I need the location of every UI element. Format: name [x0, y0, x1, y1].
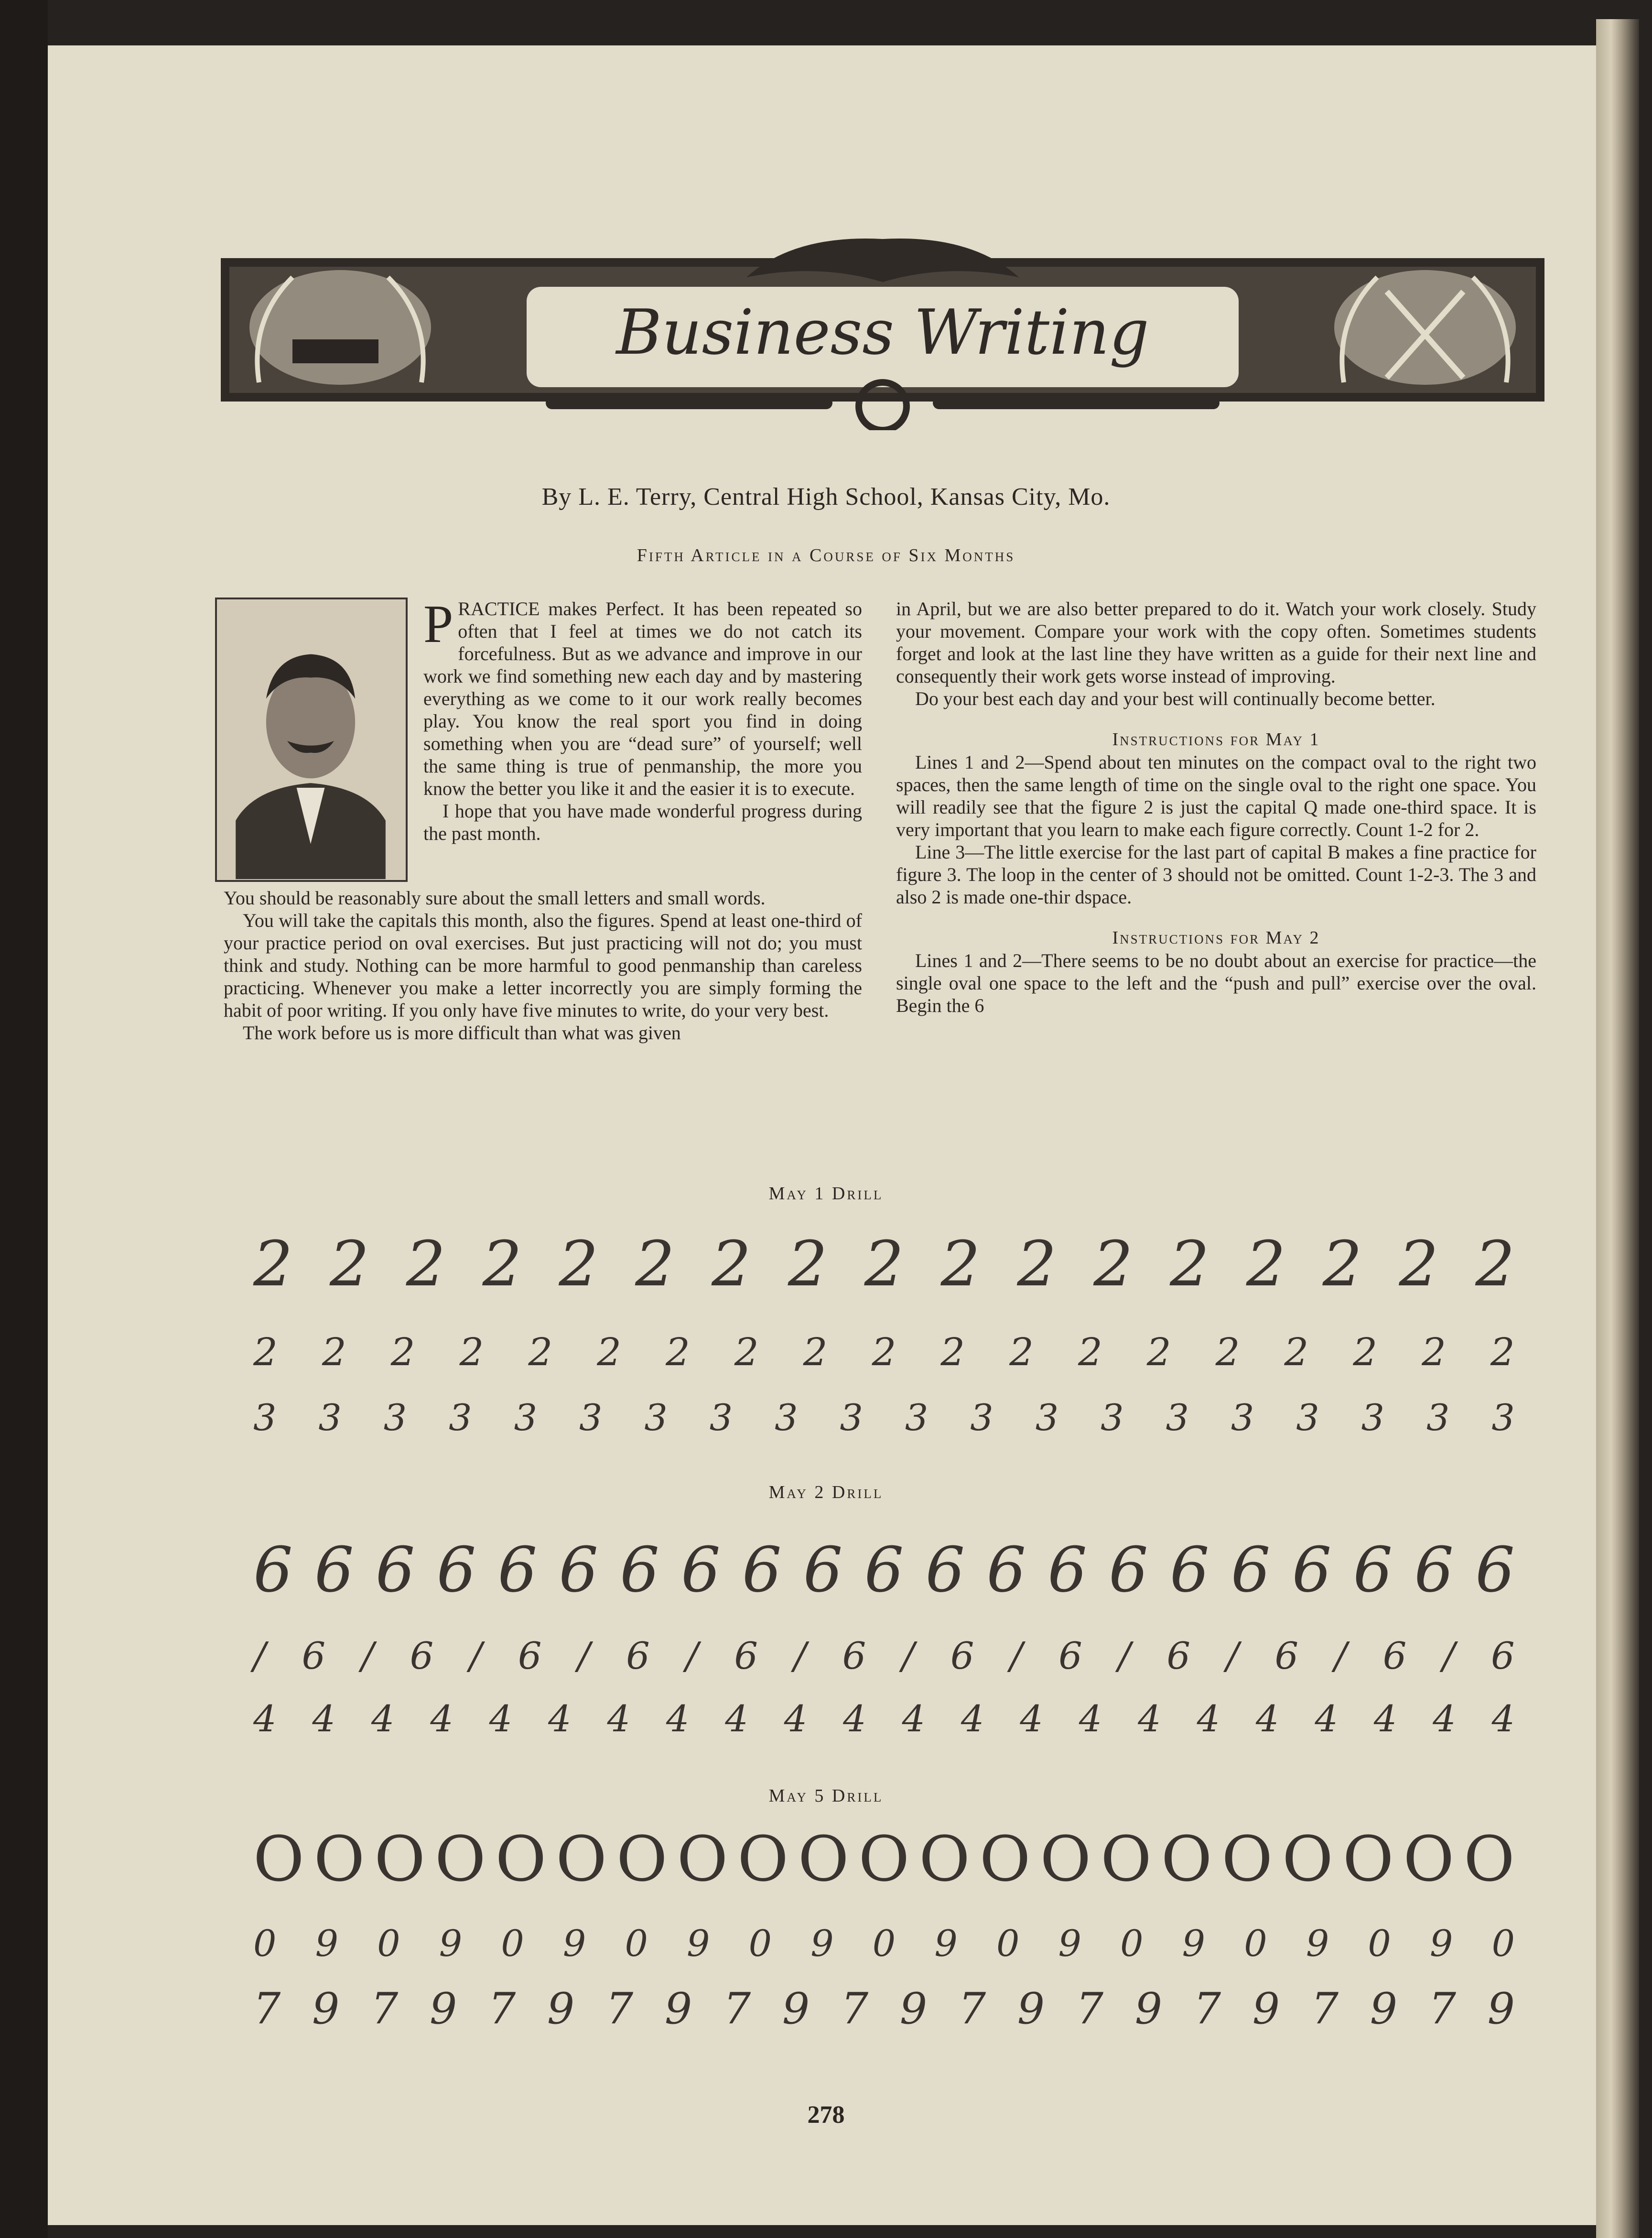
drill-figure: 2	[459, 1330, 484, 1374]
drill-figure: 6	[1047, 1533, 1087, 1606]
drill-row	[253, 1386, 1515, 1439]
drill-figure: 7	[958, 1984, 986, 2034]
drill-figure: 9	[1182, 1922, 1206, 1965]
drill-figure: /	[253, 1635, 266, 1678]
drill-figure: 3	[1166, 1396, 1189, 1439]
right-column	[896, 598, 1536, 1017]
drill-figure: 6	[1353, 1533, 1393, 1606]
drill-figure: 4	[666, 1697, 690, 1740]
drill-figure: 0	[625, 1922, 648, 1965]
drill-figure: 7	[253, 1984, 281, 2034]
drill-row	[253, 1525, 1515, 1606]
drill-title-may-1: May 1 Drill	[768, 1184, 884, 1204]
drill-figure: 9	[934, 1922, 958, 1965]
drill-figure: 6	[1231, 1533, 1271, 1606]
drill-figure: 6	[1109, 1533, 1148, 1606]
drill-figure: 2	[940, 1330, 965, 1374]
drill-figure: 2	[803, 1330, 828, 1374]
drill-figure: 6	[925, 1533, 965, 1606]
drill-figure: 2	[864, 1228, 904, 1300]
drill-figure: 0	[377, 1922, 400, 1965]
drill-figure: O	[858, 1823, 910, 1895]
drill-figure: 3	[775, 1396, 798, 1439]
drill-figure: 6	[1166, 1635, 1190, 1678]
drill-figure: O	[616, 1823, 668, 1895]
drill-figure: O	[1221, 1823, 1273, 1895]
drill-figure: 3	[514, 1396, 537, 1439]
drill-figure: 9	[810, 1922, 834, 1965]
drill-figure: 6	[1292, 1533, 1332, 1606]
drill-figure: 9	[664, 1984, 692, 2034]
drill-figure: 3	[1231, 1396, 1254, 1439]
drill-figure: 9	[1252, 1984, 1280, 2034]
intro-paragraph	[423, 595, 862, 800]
drill-figure: 3	[1491, 1396, 1515, 1439]
author-portrait-photo	[215, 598, 408, 882]
right-laurel-ornament	[1334, 270, 1516, 385]
drill-figure: 2	[711, 1228, 751, 1300]
drill-figure: 9	[687, 1922, 710, 1965]
drill-figure: 9	[312, 1984, 340, 2034]
drill-figure: 4	[1138, 1697, 1161, 1740]
drill-figure: 9	[315, 1922, 338, 1965]
series-line: Fifth Article in a Course of Six Months	[637, 545, 1015, 565]
drill-figure: /	[1442, 1635, 1455, 1678]
drill-figure: O	[737, 1823, 788, 1895]
drill-figure: 2	[1322, 1228, 1362, 1300]
instructions-may-1-lines-1-2: Lines 1 and 2—Spend about ten minutes on the compact oval to the right two spaces, then the same length of time on the single oval to the right one space. You will readily see that the figure 2 is just the capital Q made one-third space. It is very important that you learn to make each figure correctly. Count 1-2 for 2.	[896, 751, 1536, 840]
drill-figure: 3	[644, 1396, 668, 1439]
drill-figure: 3	[253, 1396, 277, 1439]
drill-figure: 0	[501, 1922, 524, 1965]
business-writing-banner	[221, 225, 1544, 430]
drill-figure: 9	[1017, 1984, 1045, 2034]
drill-figure: 9	[439, 1922, 463, 1965]
drill-figure: 2	[1422, 1330, 1446, 1374]
drill-figure: /	[361, 1635, 374, 1678]
drill-figure: 4	[548, 1697, 572, 1740]
drill-figure: 0	[996, 1922, 1020, 1965]
drill-figure: 3	[1361, 1396, 1384, 1439]
drill-figure: O	[313, 1823, 365, 1895]
drill-figure: /	[1226, 1635, 1239, 1678]
drill-figure: 6	[950, 1635, 974, 1678]
drill-figure: 0	[1368, 1922, 1391, 1965]
drill-figure: 2	[1284, 1330, 1309, 1374]
drill-figure: O	[1040, 1823, 1091, 1895]
paragraph-4-start: The work before us is more difficult than what was given	[243, 1022, 681, 1043]
drill-figure: 6	[864, 1533, 904, 1606]
paragraph-2-start: I hope that you have made wonderful progress during the past month.	[423, 800, 862, 844]
drill-figure: 6	[518, 1635, 542, 1678]
drill-figure: /	[469, 1635, 482, 1678]
drill-figure: 2	[1146, 1330, 1171, 1374]
drill-figure: 3	[709, 1396, 733, 1439]
instructions-may-2-heading: Instructions for May 2	[1112, 928, 1320, 948]
drill-figure: 0	[253, 1922, 277, 1965]
drill-figure: 6	[803, 1533, 843, 1606]
drill-figure: 6	[1274, 1635, 1299, 1678]
drill-figure: 0	[1120, 1922, 1144, 1965]
drill-figure: 2	[406, 1228, 446, 1300]
drill-figure: O	[1403, 1823, 1455, 1895]
drill-figure: 0	[872, 1922, 896, 1965]
drill-figure: 6	[375, 1533, 415, 1606]
drill-figure: 2	[597, 1330, 622, 1374]
drill-figure: 2	[1353, 1330, 1378, 1374]
drill-figure: O	[495, 1823, 547, 1895]
drill-figure: 3	[1426, 1396, 1450, 1439]
drill-title-may-5: May 5 Drill	[768, 1786, 884, 1806]
drill-figure: O	[1464, 1823, 1515, 1895]
drill-figure: 0	[1491, 1922, 1515, 1965]
instructions-may-1-line-3: Line 3—The little exercise for the last part of capital B makes a fine practice for figure 3. The loop in the center of 3 should not be omitted. Count 1-2-3. The 3 and also 2 is made one-thir dspace.	[896, 841, 1536, 908]
drill-figure: 4	[843, 1697, 866, 1740]
instructions-may-2-lines-1-2: Lines 1 and 2—There seems to be no doubt about an exercise for practice—the single oval one space to the left and the “push and pull” exercise over the oval. Begin the 6	[896, 950, 1536, 1016]
drill-figure: 2	[635, 1228, 675, 1300]
drill-figure: 3	[905, 1396, 929, 1439]
drill-figure: 0	[1244, 1922, 1267, 1965]
drill-figure: 2	[872, 1330, 896, 1374]
drill-figure: O	[1342, 1823, 1394, 1895]
drill-figure: 7	[1311, 1984, 1339, 2034]
drill-figure: /	[577, 1635, 590, 1678]
drill-figure: 4	[1433, 1697, 1456, 1740]
banner-title: Business Writing	[616, 296, 1149, 369]
drill-figure: 2	[1490, 1330, 1515, 1374]
drill-figure: 3	[318, 1396, 342, 1439]
drill-row	[253, 1322, 1515, 1374]
drill-figure: 2	[1009, 1330, 1034, 1374]
drill-figure: O	[677, 1823, 728, 1895]
drill-figure: 4	[1315, 1697, 1338, 1740]
drill-figure: 6	[681, 1533, 721, 1606]
drill-figure: 9	[1058, 1922, 1081, 1965]
paragraph-3: You will take the capitals this month, also the figures. Spend at least one-third of your practice period on oval exercises. But just practicing will not do; you must think and study. Nothing can be more harmful to good penmanship than careless practicing. Whenever you make a letter incorrectly you are simply forming the habit of poor writing. If you only have five minutes to write, do your very best.	[224, 910, 862, 1021]
drill-figure: 2	[1246, 1228, 1286, 1300]
intro-paragraph-text: RACTICE makes Perfect. It has been repeated so often that I feel at times we do not catch its forcefulness. But as we advance and improve in our work we find something new each day and by mastering everything as we come to it our work really becomes play. You know the real sport you find in doing something when you are “dead sure” of yourself; well the same thing is true of penmanship, the more you know the better you like it and the easier it is to execute.	[423, 598, 862, 799]
drill-figure: 4	[1373, 1697, 1397, 1740]
drill-figure: 3	[449, 1396, 472, 1439]
drill-figure: 6	[302, 1635, 326, 1678]
drill-figure: 3	[383, 1396, 407, 1439]
paragraph-4-continued: in April, but we are also better prepared to do it. Watch your work closely. Study your movement. Compare your work with the copy often. Sometimes students forget and look at the last line they have written as a guide for their next line and consequently their work gets worse instead of improving.	[896, 598, 1536, 687]
drill-figure: 4	[371, 1697, 395, 1740]
drill-figure: 6	[1382, 1635, 1407, 1678]
drill-figure: 6	[253, 1533, 293, 1606]
drill-figure: 7	[605, 1984, 634, 2034]
drill-row	[253, 1912, 1515, 1965]
drill-figure: /	[794, 1635, 807, 1678]
drill-figure: 2	[528, 1330, 553, 1374]
drill-figure: 2	[1017, 1228, 1057, 1300]
drill-figure: 4	[430, 1697, 453, 1740]
drill-figure: 6	[620, 1533, 659, 1606]
drill-figure: /	[685, 1635, 699, 1678]
drill-figure: 3	[579, 1396, 603, 1439]
drill-figure: O	[434, 1823, 486, 1895]
drill-row	[253, 1687, 1515, 1740]
drill-figure: 6	[1475, 1533, 1515, 1606]
drill-figure: 4	[1079, 1697, 1102, 1740]
drill-figure: 6	[1058, 1635, 1082, 1678]
drill-row	[253, 1228, 1515, 1300]
drill-figure: 9	[547, 1984, 575, 2034]
drill-figure: 4	[961, 1697, 984, 1740]
drill-figure: 4	[253, 1697, 277, 1740]
drill-figure: 3	[1101, 1396, 1124, 1439]
drill-figure: 3	[1296, 1396, 1319, 1439]
drill-figure: 6	[742, 1533, 782, 1606]
drill-row	[253, 1625, 1515, 1678]
drill-figure: 2	[1169, 1228, 1209, 1300]
drill-figure: 7	[370, 1984, 399, 2034]
drill-figure: O	[798, 1823, 849, 1895]
drill-figure: 6	[314, 1533, 354, 1606]
drill-figure: 4	[784, 1697, 808, 1740]
paragraph-5: Do your best each day and your best will continually become better.	[915, 688, 1436, 709]
drill-figure: 6	[842, 1635, 866, 1678]
drill-figure: 2	[734, 1330, 759, 1374]
instructions-may-1-heading: Instructions for May 1	[1112, 729, 1320, 750]
drill-figure: 3	[840, 1396, 863, 1439]
drill-figure: 2	[482, 1228, 522, 1300]
drill-figure: /	[1334, 1635, 1347, 1678]
drill-figure: O	[1161, 1823, 1212, 1895]
drill-figure: 9	[1487, 1984, 1515, 2034]
drill-figure: 7	[723, 1984, 751, 2034]
drill-figure: 7	[841, 1984, 869, 2034]
drill-figure: /	[1118, 1635, 1131, 1678]
drill-figure: 4	[1491, 1697, 1515, 1740]
drill-figure: 2	[1399, 1228, 1439, 1300]
drill-figure: /	[1010, 1635, 1023, 1678]
drill-figure: 6	[986, 1533, 1026, 1606]
drill-figure: 2	[788, 1228, 828, 1300]
drill-figure: 6	[559, 1533, 599, 1606]
drill-figure: O	[1101, 1823, 1152, 1895]
drill-figure: 4	[1020, 1697, 1043, 1740]
drill-figure: 3	[1035, 1396, 1059, 1439]
drill-figure: /	[902, 1635, 915, 1678]
drill-title-may-2: May 2 Drill	[768, 1482, 884, 1502]
drill-figure: 9	[429, 1984, 457, 2034]
drill-figure: 2	[1093, 1228, 1133, 1300]
drill-figure: 6	[497, 1533, 538, 1606]
drill-figure: 2	[1215, 1330, 1240, 1374]
drill-figure: 9	[899, 1984, 928, 2034]
drill-figure: 9	[562, 1922, 586, 1965]
drill-figure: 4	[725, 1697, 748, 1740]
drill-figure: O	[919, 1823, 970, 1895]
drill-figure: 7	[1428, 1984, 1456, 2034]
drill-figure: 4	[902, 1697, 925, 1740]
drill-figure: 7	[488, 1984, 516, 2034]
drill-figure: 2	[390, 1330, 415, 1374]
drill-figure: 4	[1255, 1697, 1279, 1740]
drill-figure: 9	[1370, 1984, 1397, 2034]
drill-figure: 4	[312, 1697, 335, 1740]
left-column-top	[423, 595, 862, 845]
drill-figure: 9	[1306, 1922, 1329, 1965]
drill-row	[253, 1824, 1515, 1895]
left-column-bottom	[224, 887, 862, 1044]
left-laurel-ornament	[249, 270, 431, 385]
drill-figure: 6	[1169, 1533, 1209, 1606]
drill-row	[253, 1972, 1515, 2034]
drill-figure: 6	[436, 1533, 476, 1606]
drill-figure: 6	[734, 1635, 758, 1678]
drill-figure: 7	[1193, 1984, 1221, 2034]
drill-figure: 9	[782, 1984, 810, 2034]
drill-figure: O	[1282, 1823, 1333, 1895]
drill-figure: 2	[665, 1330, 690, 1374]
drill-figure: 9	[1429, 1922, 1453, 1965]
drill-figure: O	[556, 1823, 607, 1895]
drill-figure: 6	[626, 1635, 650, 1678]
drill-figure: 6	[1414, 1533, 1454, 1606]
drill-figure: 9	[1134, 1984, 1163, 2034]
drill-figure: 2	[253, 1330, 278, 1374]
drill-figure: 2	[253, 1228, 293, 1300]
drill-figure: 6	[1491, 1635, 1515, 1678]
drop-cap: P	[423, 595, 453, 654]
scan-left-edge	[0, 0, 48, 2238]
drill-figure: 6	[410, 1635, 434, 1678]
drill-figure: 4	[489, 1697, 512, 1740]
drill-figure: 2	[1475, 1228, 1515, 1300]
paragraph-2-end: You should be reasonably sure about the small letters and small words.	[224, 887, 766, 909]
drill-figure: 2	[940, 1228, 981, 1300]
drill-figure: 2	[1078, 1330, 1102, 1374]
drill-figure: O	[979, 1823, 1031, 1895]
drill-figure: 2	[322, 1330, 346, 1374]
page-number: 278	[807, 2101, 845, 2129]
book-spine-edge	[1596, 19, 1639, 2238]
drill-figure: 0	[748, 1922, 772, 1965]
drill-figure: 2	[559, 1228, 599, 1300]
drill-figure: 7	[1076, 1984, 1104, 2034]
drill-figure: O	[374, 1823, 425, 1895]
drill-figure: O	[253, 1823, 304, 1895]
drill-figure: 4	[607, 1697, 630, 1740]
article-byline: By L. E. Terry, Central High School, Kansas City, Mo.	[541, 483, 1111, 511]
drill-figure: 3	[970, 1396, 993, 1439]
drill-figure: 2	[329, 1228, 369, 1300]
drill-figure: 4	[1197, 1697, 1220, 1740]
